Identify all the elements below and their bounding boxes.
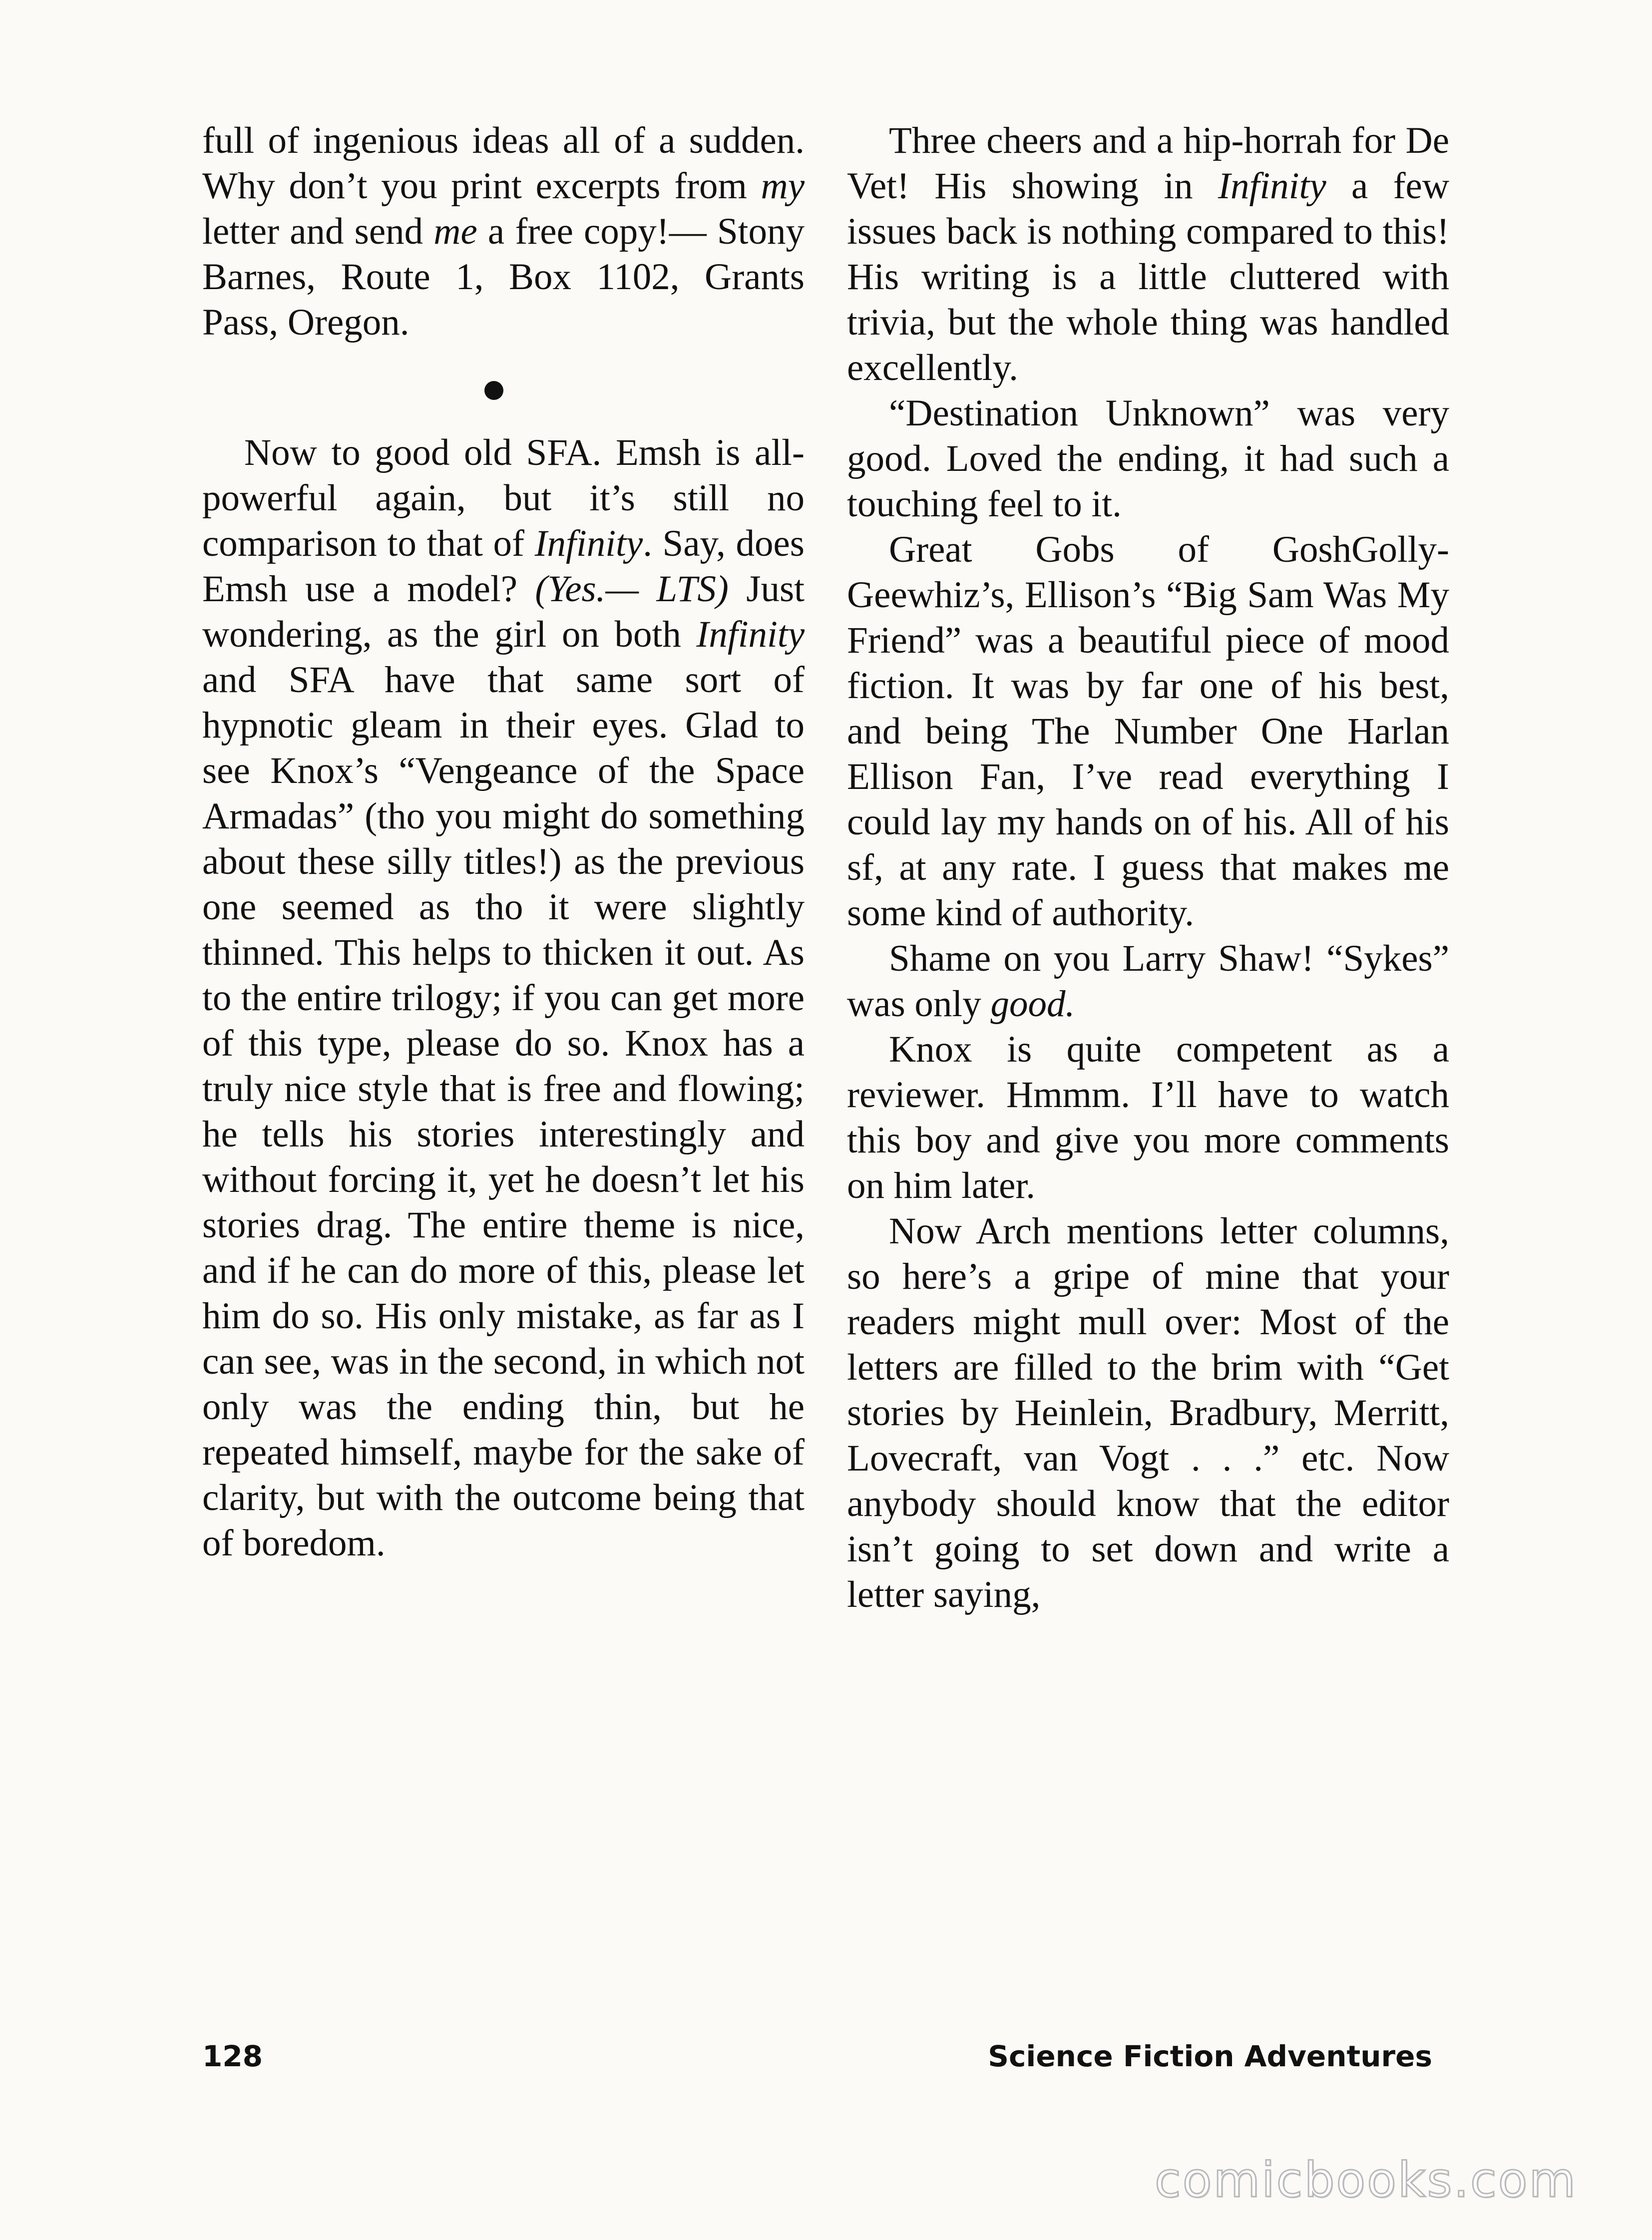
page-number: 128 — [202, 2039, 263, 2073]
section-separator-bullet — [202, 345, 805, 430]
letter-paragraph-sfa: Now to good old SFA. Emsh is all-powerful again, but it’s still no comparison to that of Infinity. Say, does Emsh use a model? (Yes.— LTS) Just wondering, as the girl on both Infinity and SFA have that same sort of hypnotic gleam in their eyes. Glad to see Knox’s “Vengeance of the Space Armadas” (tho you might do something about these silly titles!) as the previous one seemed as tho it were slightly thinned. This helps to thicken it out. As to the entire trilogy; if you can get more of this type, please do so. Knox has a truly nice style that is free and flowing; he tells his stories interestingly and without forcing it, yet he doesn’t let his stories drag. The entire theme is nice, and if he can do more of this, please let him do so. His only mistake, as far as I can see, was in the second, in which not only was the ending thin, but he repeated himself, maybe for the sake of clarity, but with the outcome being that of boredom. — [202, 432, 805, 1564]
left-text-column — [202, 118, 805, 1566]
watermark-text: comicbooks.com — [1154, 2152, 1577, 2208]
magazine-title: Science Fiction Adventures — [988, 2039, 1432, 2073]
letter-paragraph-sykes: Shame on you Larry Shaw! “Sykes” was only good. — [847, 938, 1449, 1025]
bullet-dot-icon — [484, 381, 503, 400]
letter-paragraph-knox: Knox is quite competent as a reviewer. Hmmm. I’ll have to watch this boy and give you more comments on him later. — [847, 1029, 1449, 1206]
letter-closing-paragraph: full of ingenious ideas all of a sudden. Why don’t you print excerpts from my letter and send me a free copy!— Stony Barnes, Route 1, Box 1102, Grants Pass, Oregon. — [202, 120, 805, 343]
right-text-column — [847, 118, 1449, 1617]
letter-paragraph-gripe: Now Arch mentions letter columns, so here’s a gripe of mine that your readers might mull over: Most of the letters are filled to the brim with “Get stories by Heinlein, Bradbury, Merritt, Lovecraft, van Vogt . . .” etc. Now anybody should know that the editor isn’t going to set down and write a letter saying, — [847, 1210, 1449, 1615]
letter-paragraph-ellison: Great Gobs of GoshGolly-Geewhiz’s, Ellison’s “Big Sam Was My Friend” was a beautiful piece of mood fiction. It was by far one of his best, and being The Number One Harlan Ellison Fan, I’ve read everything I could lay my hands on of his. All of his sf, at any rate. I guess that makes me some kind of authority. — [847, 529, 1449, 934]
letter-paragraph-devet: Three cheers and a hip-horrah for De Vet! His showing in Infinity a few issues back is nothing compared to this! His writing is a little cluttered with trivia, but the whole thing was handled excellently. — [847, 120, 1450, 388]
letter-paragraph-destination: “Destination Unknown” was very good. Loved the ending, it had such a touching feel to it. — [847, 392, 1449, 525]
